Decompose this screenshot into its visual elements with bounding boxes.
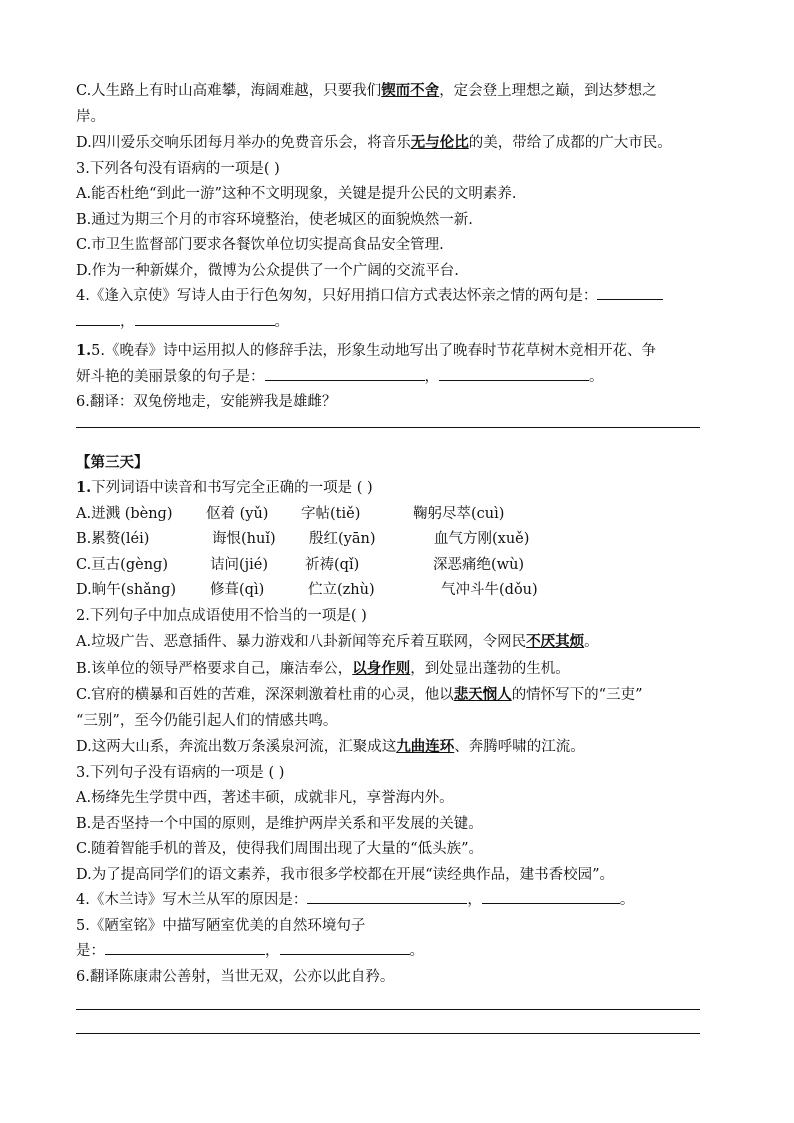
day3-q2-option-c-cont: “三别”，至今仍能引起人们的情感共鸣。 xyxy=(76,712,338,729)
day2-q5-stem: 1.5.《晚春》诗中运用拟人的修辞手法，形象生动地写出了晚春时节花草树木竞相开花、争 xyxy=(76,342,656,359)
day2-q2-option-c-cont: 岸。 xyxy=(76,108,105,125)
day3-q3-option-c: C.随着智能手机的普及，使得我们周围出现了大量的“低头族”。 xyxy=(76,841,484,857)
day3-q3-option-b: B.是否坚持一个中国的原则，是维护两岸关系和平发展的关键。 xyxy=(76,815,483,832)
answer-blank[interactable] xyxy=(265,366,425,381)
day3-q4-stem: 4.《木兰诗》写木兰从军的原因是： ， 。 xyxy=(76,888,724,914)
day3-q3-option-d: D.为了提高同学们的语文素养，我市很多学校都在开展“读经典作品，建书香校园”。 xyxy=(76,866,615,883)
answer-blank[interactable] xyxy=(439,366,589,381)
answer-line[interactable] xyxy=(76,1032,700,1034)
day2-q3-stem: 3.下列各句没有语病的一项是( ) xyxy=(76,160,280,177)
day3-q2-option-b: B.该单位的领导严格要求自己，廉洁奉公，以身作则，到处显出蓬勃的生机。 xyxy=(76,659,570,677)
idiom-term: 无与伦比 xyxy=(410,134,469,151)
day2-q6-stem: 6.翻译：双兔傍地走，安能辨我是雄雌？ xyxy=(76,394,337,410)
day2-q3-option-d: D.作为一种新媒介，微博为公众提供了一个广阔的交流平台. xyxy=(76,262,459,279)
day3-q5-stem: 5.《陋室铭》中描写陋室优美的自然环境句子 xyxy=(76,917,366,934)
day2-q3-option-a: A.能否杜绝“到此一游”这种不文明现象，关键是提升公民的文明素养. xyxy=(76,186,517,202)
answer-line[interactable] xyxy=(76,426,700,428)
day3-q3-stem: 3.下列句子没有语病的一项是 ( ) xyxy=(76,764,285,781)
day3-q1-option-a: A.迸溅 (bènɡ) 伛着 (yǔ) 字帖(tiě) 鞠躬尽萃(cuì) xyxy=(76,505,505,522)
day3-q6-stem: 6.翻译陈康肃公善射，当世无双，公亦以此自矜。 xyxy=(76,968,395,985)
day3-q2-option-a: A.垃圾广告、恶意插件、暴力游戏和八卦新闻等充斥着互联网，令网民不厌其烦。 xyxy=(76,633,599,650)
day2-q5-blanks: 妍斗艳的美丽景象的句子是： ， 。 xyxy=(76,365,724,391)
answer-blank[interactable] xyxy=(597,285,663,300)
day2-q4-stem: 4.《逢入京使》写诗人由于行色匆匆，只好用捎口信方式表达怀亲之情的两句是： xyxy=(76,284,724,310)
day2-q2-option-d: D.四川爱乐交响乐团每月举办的免费音乐会，将音乐无与伦比的美，带给了成都的广大市民。 xyxy=(76,134,672,151)
day3-q1-option-c: C.亘古(gènɡ) 诘问(jié) 祈祷(qǐ) 深恶痛绝(wù) xyxy=(76,556,525,573)
day2-q4-blanks: ， 。 xyxy=(76,310,724,336)
answer-blank[interactable] xyxy=(482,889,620,904)
answer-blank[interactable] xyxy=(105,940,265,955)
day3-q1-option-d: D.晌午(shǎnɡ) 修葺(qì) 伫立(zhù) 气冲斗牛(dǒu) xyxy=(76,582,538,598)
day3-q1-stem: 1.下列词语中读音和书写完全正确的一项是 ( ) xyxy=(76,479,373,496)
day3-q2-option-c: C.官府的横暴和百姓的苦难，深深刺激着杜甫的心灵，他以悲天悯人的情怀写下的“三吏” xyxy=(76,686,643,703)
day2-q3-option-b: B.通过为期三个月的市容环境整治，使老城区的面貌焕然一新. xyxy=(76,211,473,228)
answer-blank[interactable] xyxy=(280,940,410,955)
day2-q2-option-c: C.人生路上有时山高难攀，海阔难越，只要我们锲而不舍，定会登上理想之巅，到达梦想之 xyxy=(76,82,657,99)
day3-q1-option-b: B.累赘(léi) 诲恨(huǐ) 殷红(yān) 血气方刚(xuě) xyxy=(76,531,530,547)
day3-q5-blanks: 是： ， 。 xyxy=(76,939,724,965)
answer-blank[interactable] xyxy=(135,311,275,326)
day3-q2-option-d: D.这两大山系，奔流出数万条溪泉河流，汇聚成这九曲连环、奔腾呼啸的江流。 xyxy=(76,738,585,755)
idiom-term: 不厌其烦 xyxy=(526,633,585,650)
idiom-term: 以身作则 xyxy=(352,659,411,677)
day3-q3-option-a: A.杨绛先生学贯中西，著述丰硕，成就非凡，享誉海内外。 xyxy=(76,790,454,806)
idiom-term: 锲而不舍 xyxy=(381,82,440,99)
answer-blank[interactable] xyxy=(307,889,467,904)
answer-line[interactable] xyxy=(76,1008,700,1010)
day3-heading: 【第三天】 xyxy=(76,453,149,471)
day3-q2-stem: 2.下列句子中加点成语使用不恰当的一项是( ) xyxy=(76,607,367,624)
day2-q3-option-c: C.市卫生监督部门要求各餐饮单位切实提高食品安全管理. xyxy=(76,237,444,253)
idiom-term: 悲天悯人 xyxy=(453,686,512,703)
answer-blank[interactable] xyxy=(76,311,120,326)
idiom-term: 九曲连环 xyxy=(396,738,455,755)
